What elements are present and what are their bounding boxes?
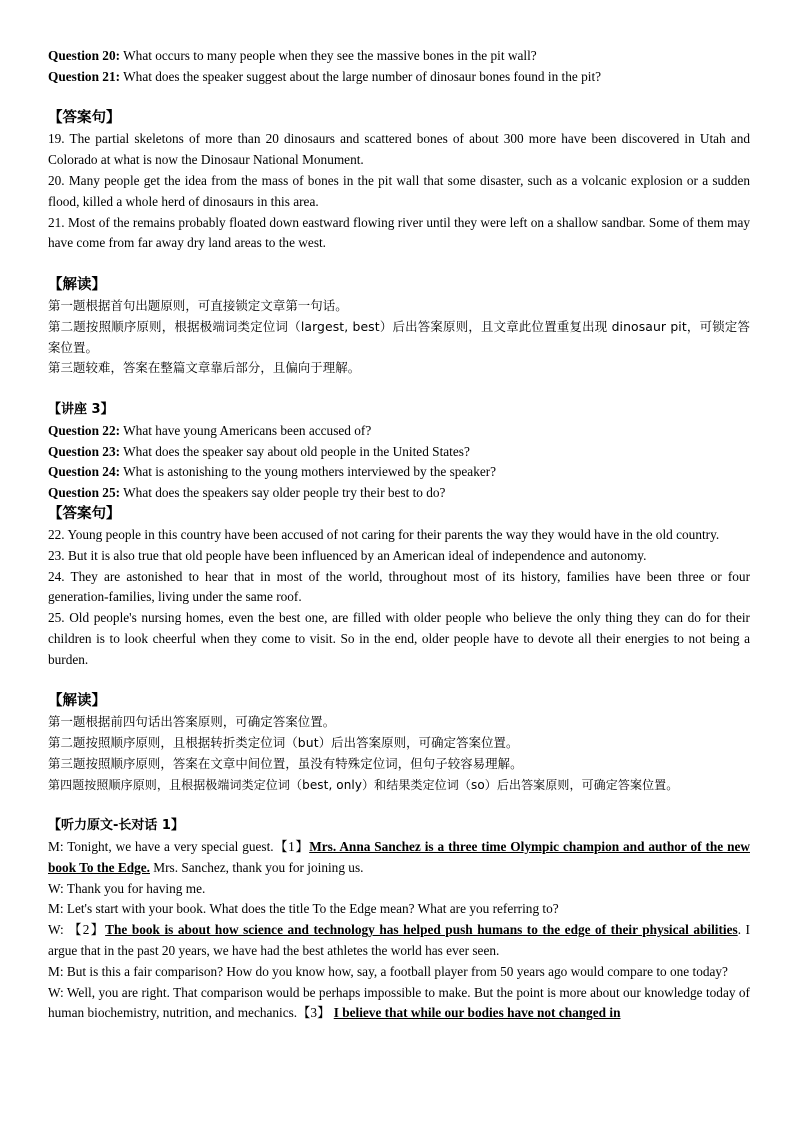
explain-2-3: 第三题按照顺序原则，答案在文章中间位置，虽没有特殊定位词，但句子较容易理解。 [48,755,523,771]
explain-2-4: 第四题按照顺序原则，且根据极端词类定位词（best, only）和结果类定位词（so）后出答案原则，可确定答案位置。 [48,777,679,792]
lecture-3-heading: 【讲座 3】 [48,401,114,417]
document-page [48,46,750,1024]
transcript-line-2: W: Thank you for having me. [48,880,206,896]
transcript-line-6: W: Well, you are right. That comparison would be perhaps impossible to make. But the point is more about our knowledge today of human biochemistry, nutrition, and mechanics.【3】 I believe that while our bodies have not changed in [48,984,750,1021]
transcript-heading: 【听力原文-长对话 1】 [48,818,184,834]
answer-25: 25. Old people's nursing homes, even the best one, are filled with older people who believe the only thing they can do for their children is to look cheerful when they come to visit. So in the end, older people have to devote all their energies to not being a burden. [48,610,750,667]
answers-heading-1: 【答案句】 [48,110,121,127]
question-24: Question 24: What is astonishing to the young mothers interviewed by the speaker? [48,464,497,480]
answer-23: 23. But it is also true that old people have been influenced by an American ideal of independence and autonomy. [48,547,647,563]
transcript-line-5: M: But is this a fair comparison? How do you know how, say, a football player from 50 years ago would compare to one today? [48,963,728,979]
transcript-line-3: M: Let's start with your book. What does the title To the Edge mean? What are you referring to? [48,901,559,917]
question-21: Question 21: What does the speaker suggest about the large number of dinosaur bones found in the pit? [48,68,602,84]
answer-22: 22. Young people in this country have been accused of not caring for their parents the way they would have in the old country. [48,526,720,542]
question-23: Question 23: What does the speaker say about old people in the United States? [48,443,470,459]
explain-2-1: 第一题根据前四句话出答案原则，可确定答案位置。 [48,714,336,730]
question-25: Question 25: What does the speakers say older people try their best to do? [48,485,446,501]
question-20: Question 20: What occurs to many people when they see the massive bones in the pit wall? [48,48,537,63]
explain-1-2: 第二题按照顺序原则，根据极端词类定位词（largest, best）后出答案原则，且文章此位置重复出现 dinosaur pit，可锁定答案位置。 [48,318,750,355]
answers-heading-2: 【答案句】 [48,505,121,522]
explain-1-3: 第三题较难，答案在整篇文章靠后部分，且偏向于理解。 [48,360,361,376]
explain-heading-2: 【解读】 [48,693,106,710]
transcript-line-4: W: 【2】The book is about how science and technology has helped push humans to the edge of their physical abilities. I argue that in the past 20 years, we have had the best athletes the world has ever seen. [48,922,750,959]
answer-19: 19. The partial skeletons of more than 20 dinosaurs and scattered bones of about 300 more have been discovered in Utah and Colorado at what is now the Dinosaur National Monument. [48,131,750,168]
question-22: Question 22: What have young Americans been accused of? [48,422,372,438]
explain-2-2: 第二题按照顺序原则，且根据转折类定位词（but）后出答案原则，可确定答案位置。 [48,735,519,751]
answer-21: 21. Most of the remains probably floated down eastward flowing river until they were left on a shallow sandbar. Some of them may have come from far away dry land areas to the west. [48,214,750,251]
transcript-line-1: M: Tonight, we have a very special guest.【1】Mrs. Anna Sanchez is a three time Olympic champion and author of the new book To the Edge. Mrs. Sanchez, thank you for joining us. [48,839,750,875]
answer-20: 20. Many people get the idea from the mass of bones in the pit wall that some disaster, such as a volcanic explosion or a sudden flood, killed a whole herd of dinosaurs in this area. [48,172,750,209]
answer-24: 24. They are astonished to hear that in most of the world, throughout most of its history, families have been three or four generation-families, living under the same roof. [48,568,750,605]
explain-heading-1: 【解读】 [48,276,106,293]
explain-1-1: 第一题根据首句出题原则，可直接锁定文章第一句话。 [48,297,348,313]
